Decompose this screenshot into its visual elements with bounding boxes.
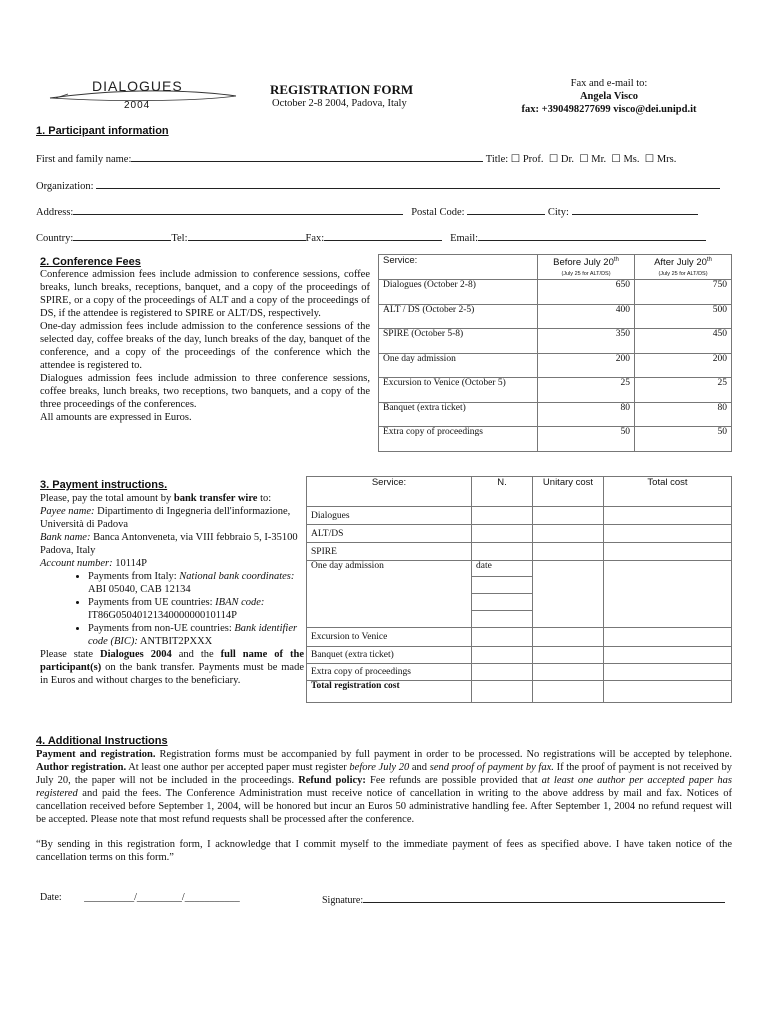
ar-text2: and: [409, 762, 430, 773]
order-total-input[interactable]: [604, 561, 732, 628]
postal-field[interactable]: [467, 204, 545, 215]
order-table: [306, 476, 732, 703]
rp-it: at least one author per accepted paper has registered: [36, 775, 732, 799]
ar-text1: At least one author per accepted paper must register: [126, 762, 350, 773]
fees-h-before: [538, 255, 635, 280]
fax-label: Fax:: [305, 233, 325, 244]
bullet2-c: IT86G0504012134000000010114P: [88, 610, 237, 621]
signature-label: Signature:: [322, 895, 364, 906]
order-total-input[interactable]: [604, 628, 732, 647]
fax-field[interactable]: [324, 230, 442, 241]
order-h-n: N.: [472, 477, 533, 507]
fees-table-header: [379, 255, 732, 280]
name-field[interactable]: [131, 151, 483, 162]
table-row: [307, 525, 732, 543]
section2-text: [40, 256, 370, 424]
fees-para3: Dialogues admission fees include admission to three conference sessions, coffee breaks, lunch breaks, two receptions, two banquets, and a copy of the three proceedings of the conferences.: [40, 373, 370, 410]
payment-intro-c: to:: [257, 493, 272, 504]
title-prof-checkbox[interactable]: ☐ Prof.: [510, 154, 544, 165]
fees-before-cell: 350: [538, 329, 635, 354]
fees-para2: One-day admission fees include admission to the conference sessions of the selected day, coffee breaks of the day, lunch breaks of the day, banquet of the conference, and a copy of the proceedings of the conference which the attendee is registered to.: [40, 321, 370, 371]
table-row: [307, 664, 732, 681]
order-n-input[interactable]: [472, 681, 533, 703]
fees-h-before-label: Before July 20: [553, 257, 614, 269]
order-grand-total-input[interactable]: [604, 681, 732, 703]
dialogues-logo: [48, 76, 238, 114]
table-row: [379, 329, 732, 354]
title-dr-label: Dr.: [560, 154, 574, 165]
title-mrs-checkbox[interactable]: ☐ Mrs.: [642, 154, 677, 165]
order-date-cell: date: [472, 561, 533, 577]
email-field[interactable]: [478, 230, 706, 241]
payee-label: Payee name:: [40, 506, 95, 517]
fees-para1: Conference admission fees include admission to conference sessions, coffee breaks, lunch breaks, receptions, banquet, and a copy of the proceedings of SPIRE, or a copy of the proceedings of ALT and a copy of the proceedings of DS, if the attendee is registered to SPIRE or ALT/DS, respectively.: [40, 269, 370, 319]
address-label: Address:: [36, 207, 74, 218]
signature-row: [322, 892, 725, 906]
fees-service-cell: Dialogues (October 2-8): [379, 280, 538, 305]
order-unit-input[interactable]: [533, 681, 604, 703]
title-mr-checkbox[interactable]: ☐ Mr.: [576, 154, 607, 165]
fees-para4: All amounts are expressed in Euros.: [40, 412, 192, 423]
bullet1-b: National bank coordinates:: [179, 571, 295, 582]
section3-text: [40, 479, 304, 687]
table-row: [307, 681, 732, 703]
list-item: [88, 570, 304, 596]
order-service-cell: Excursion to Venice: [307, 628, 472, 647]
table-row: [379, 304, 732, 329]
name-row: [36, 151, 736, 165]
form-subtitle: October 2-8 2004, Padova, Italy: [272, 98, 407, 109]
order-service-cell: Banquet (extra ticket): [307, 647, 472, 664]
order-n-input[interactable]: [472, 507, 533, 525]
logo-text: DIALOGUES: [92, 78, 183, 94]
additional-instructions: [36, 748, 732, 826]
section3-title: 3. Payment instructions.: [40, 479, 168, 491]
pr-label: Payment and registration.: [36, 749, 156, 760]
order-service-cell: ALT/DS: [307, 525, 472, 543]
country-row: [36, 230, 706, 244]
fax-block: [478, 77, 740, 116]
order-date-input[interactable]: [472, 611, 533, 628]
order-n-input[interactable]: [472, 628, 533, 647]
order-n-input[interactable]: [472, 647, 533, 664]
rp-label: Refund policy:: [298, 775, 366, 786]
order-total-input[interactable]: [604, 507, 732, 525]
title-prof-label: Prof.: [522, 154, 544, 165]
ar-text3: If the proof of payment is not received by July 20, the paper will not be included in the proceedings.: [36, 762, 732, 786]
pr-text: Registration forms must be accompanied by full payment in order to be processed. No registrations will be accepted by telephone.: [155, 749, 733, 760]
order-service-cell: Extra copy of proceedings: [307, 664, 472, 681]
order-h-service: Service:: [307, 477, 472, 507]
account-value: 10114P: [112, 558, 147, 569]
fees-h-after-label: After July 20: [654, 257, 707, 269]
order-unit-input[interactable]: [533, 561, 604, 628]
payment-intro-b: bank transfer wire: [173, 493, 258, 504]
order-unit-input[interactable]: [533, 507, 604, 525]
account-line: [40, 557, 304, 570]
fees-after-cell: 500: [635, 304, 732, 329]
order-service-cell: One day admission: [307, 561, 472, 628]
bullet1-a: Payments from Italy:: [88, 571, 180, 582]
organization-row: [36, 178, 720, 192]
logo-year: 2004: [124, 100, 151, 111]
bank-line: [40, 531, 304, 557]
fees-after-cell: 750: [635, 280, 732, 305]
order-date-input[interactable]: [472, 594, 533, 611]
table-row: [307, 561, 732, 577]
fees-h-after-note: (July 25 for ALT/DS): [658, 271, 708, 278]
account-label: Account number:: [40, 558, 113, 569]
bullet1-c: ABI 05040, CAB 12134: [88, 584, 191, 595]
order-h-unit: Unitary cost: [533, 477, 604, 507]
list-item: [88, 622, 304, 648]
fees-h-before-sup: th: [613, 257, 619, 263]
order-n-input[interactable]: [472, 664, 533, 681]
order-service-cell: Dialogues: [307, 507, 472, 525]
bullet3-b: Bank identifier code (BIC):: [88, 623, 298, 647]
fees-before-cell: 80: [538, 402, 635, 427]
order-unit-input[interactable]: [533, 647, 604, 664]
fees-table: [378, 254, 732, 452]
bullet2-b: IBAN code:: [215, 597, 265, 608]
fees-service-cell: Banquet (extra ticket): [379, 402, 538, 427]
fees-before-cell: 200: [538, 353, 635, 378]
title-ms-label: Ms.: [623, 154, 640, 165]
fax-line1: Fax and e-mail to:: [570, 78, 648, 89]
date-field[interactable]: __________/_________/___________: [84, 892, 240, 903]
title-mrs-label: Mrs.: [656, 154, 677, 165]
order-service-cell: SPIRE: [307, 543, 472, 561]
order-n-input[interactable]: [472, 525, 533, 543]
fees-h-after: [635, 255, 732, 280]
bullet2-a: Payments from UE countries:: [88, 597, 216, 608]
order-unit-input[interactable]: [533, 543, 604, 561]
fees-after-cell: 80: [635, 402, 732, 427]
fees-before-cell: 400: [538, 304, 635, 329]
bank-value: Banca Antonveneta, via VIII febbraio 5, I-35100 Padova, Italy: [40, 532, 298, 556]
section4-title: 4. Additional Instructions: [36, 735, 168, 747]
order-total-input[interactable]: [604, 525, 732, 543]
order-total-input[interactable]: [604, 543, 732, 561]
fees-before-cell: 650: [538, 280, 635, 305]
section1-title: 1. Participant information: [36, 125, 169, 137]
postal-label: Postal Code:: [411, 207, 465, 218]
title-mr-label: Mr.: [591, 154, 607, 165]
ar-it2: send proof of payment by fax.: [429, 762, 554, 773]
order-unit-input[interactable]: [533, 664, 604, 681]
table-row: [379, 353, 732, 378]
fees-service-cell: Extra copy of proceedings: [379, 427, 538, 452]
fees-before-cell: 25: [538, 378, 635, 403]
order-unit-input[interactable]: [533, 525, 604, 543]
org-field[interactable]: [96, 178, 720, 189]
table-row: [307, 628, 732, 647]
table-row: [379, 427, 732, 452]
section2-title: 2. Conference Fees: [40, 256, 141, 268]
fees-after-cell: 450: [635, 329, 732, 354]
signature-field[interactable]: [363, 892, 725, 903]
date-row: [40, 892, 240, 903]
table-row: [379, 402, 732, 427]
bullet3-c: ANTBIT2PXXX: [137, 636, 213, 647]
acknowledgement: “By sending in this registration form, I acknowledge that I commit myself to the immediate payment of fees as specified above. I have taken notice of the cancellation terms on this form.”: [36, 839, 732, 863]
section4: [36, 735, 732, 864]
rp-text1: Fee refunds are possible provided that: [365, 775, 542, 786]
state-d: full name of the participant(s): [40, 649, 304, 673]
order-table-header: [307, 477, 732, 507]
fees-h-after-sup: th: [706, 257, 712, 263]
payment-state-note: [40, 648, 304, 687]
bullet3-a: Payments from non-UE countries:: [88, 623, 235, 634]
state-a: Please state: [40, 649, 101, 660]
payee-value: Dipartimento di Ingegneria dell'informazione, Università di Padova: [40, 506, 291, 530]
city-field[interactable]: [572, 204, 698, 215]
city-label: City:: [547, 207, 569, 218]
table-row: [307, 543, 732, 561]
fees-service-cell: SPIRE (October 5-8): [379, 329, 538, 354]
title-ms-checkbox[interactable]: ☐ Ms.: [608, 154, 640, 165]
rp-text2: and paid the fees. The Conference Administration must receive notice of cancellation in writing to the above address by mail and fax. Notices of cancellation received before September 1, 2004, will be honored but incur an Euros 50 administrative handling fee. After September 1, 2004 no refund request will be accepted. Please note that most refund requests shall be processed after the conference.: [36, 788, 732, 825]
address-row: [36, 204, 698, 218]
email-label: Email:: [450, 233, 479, 244]
order-unit-input[interactable]: [533, 628, 604, 647]
fax-line2: Angela Visco: [579, 91, 639, 102]
order-date-input[interactable]: [472, 577, 533, 594]
tel-field[interactable]: [188, 230, 306, 241]
order-n-input[interactable]: [472, 543, 533, 561]
fees-h-before-note: (July 25 for ALT/DS): [561, 271, 611, 278]
form-title: REGISTRATION FORM: [270, 82, 414, 97]
order-total-input[interactable]: [604, 664, 732, 681]
name-label: First and family name:: [36, 154, 132, 165]
payment-intro: [40, 492, 304, 505]
state-b: Dialogues 2004: [100, 649, 172, 660]
table-row: [307, 647, 732, 664]
bank-label: Bank name:: [40, 532, 91, 543]
list-item: [88, 596, 304, 622]
state-e: on the bank transfer. Payments must be made in Euros and without charges to the beneficiary.: [40, 662, 304, 686]
country-field[interactable]: [73, 230, 171, 241]
ar-it1: before July 20: [349, 762, 410, 773]
fax-line3: fax: +390498277699 visco@dei.unipd.it: [521, 104, 697, 115]
order-total-input[interactable]: [604, 647, 732, 664]
fees-h-service: Service:: [379, 255, 538, 280]
fees-after-cell: 200: [635, 353, 732, 378]
fees-service-cell: One day admission: [379, 353, 538, 378]
payment-bullets: [40, 570, 304, 648]
fees-after-cell: 25: [635, 378, 732, 403]
table-row: [379, 378, 732, 403]
title-label: Title:: [485, 154, 509, 165]
table-row: [379, 280, 732, 305]
org-label: Organization:: [36, 181, 94, 192]
state-c: and the: [171, 649, 221, 660]
order-total-label: Total registration cost: [307, 681, 472, 703]
fees-after-cell: 50: [635, 427, 732, 452]
payee-line: [40, 505, 304, 531]
title-dr-checkbox[interactable]: ☐ Dr.: [546, 154, 574, 165]
payment-intro-a: Please, pay the total amount by: [40, 493, 174, 504]
fees-before-cell: 50: [538, 427, 635, 452]
fees-service-cell: ALT / DS (October 2-5): [379, 304, 538, 329]
fees-service-cell: Excursion to Venice (October 5): [379, 378, 538, 403]
country-label: Country:: [36, 233, 74, 244]
table-row: [307, 507, 732, 525]
ar-label: Author registration.: [36, 762, 127, 773]
tel-label: Tel:: [171, 233, 188, 244]
address-field[interactable]: [73, 204, 403, 215]
date-label: Date:: [40, 892, 62, 903]
order-h-total: Total cost: [604, 477, 732, 507]
